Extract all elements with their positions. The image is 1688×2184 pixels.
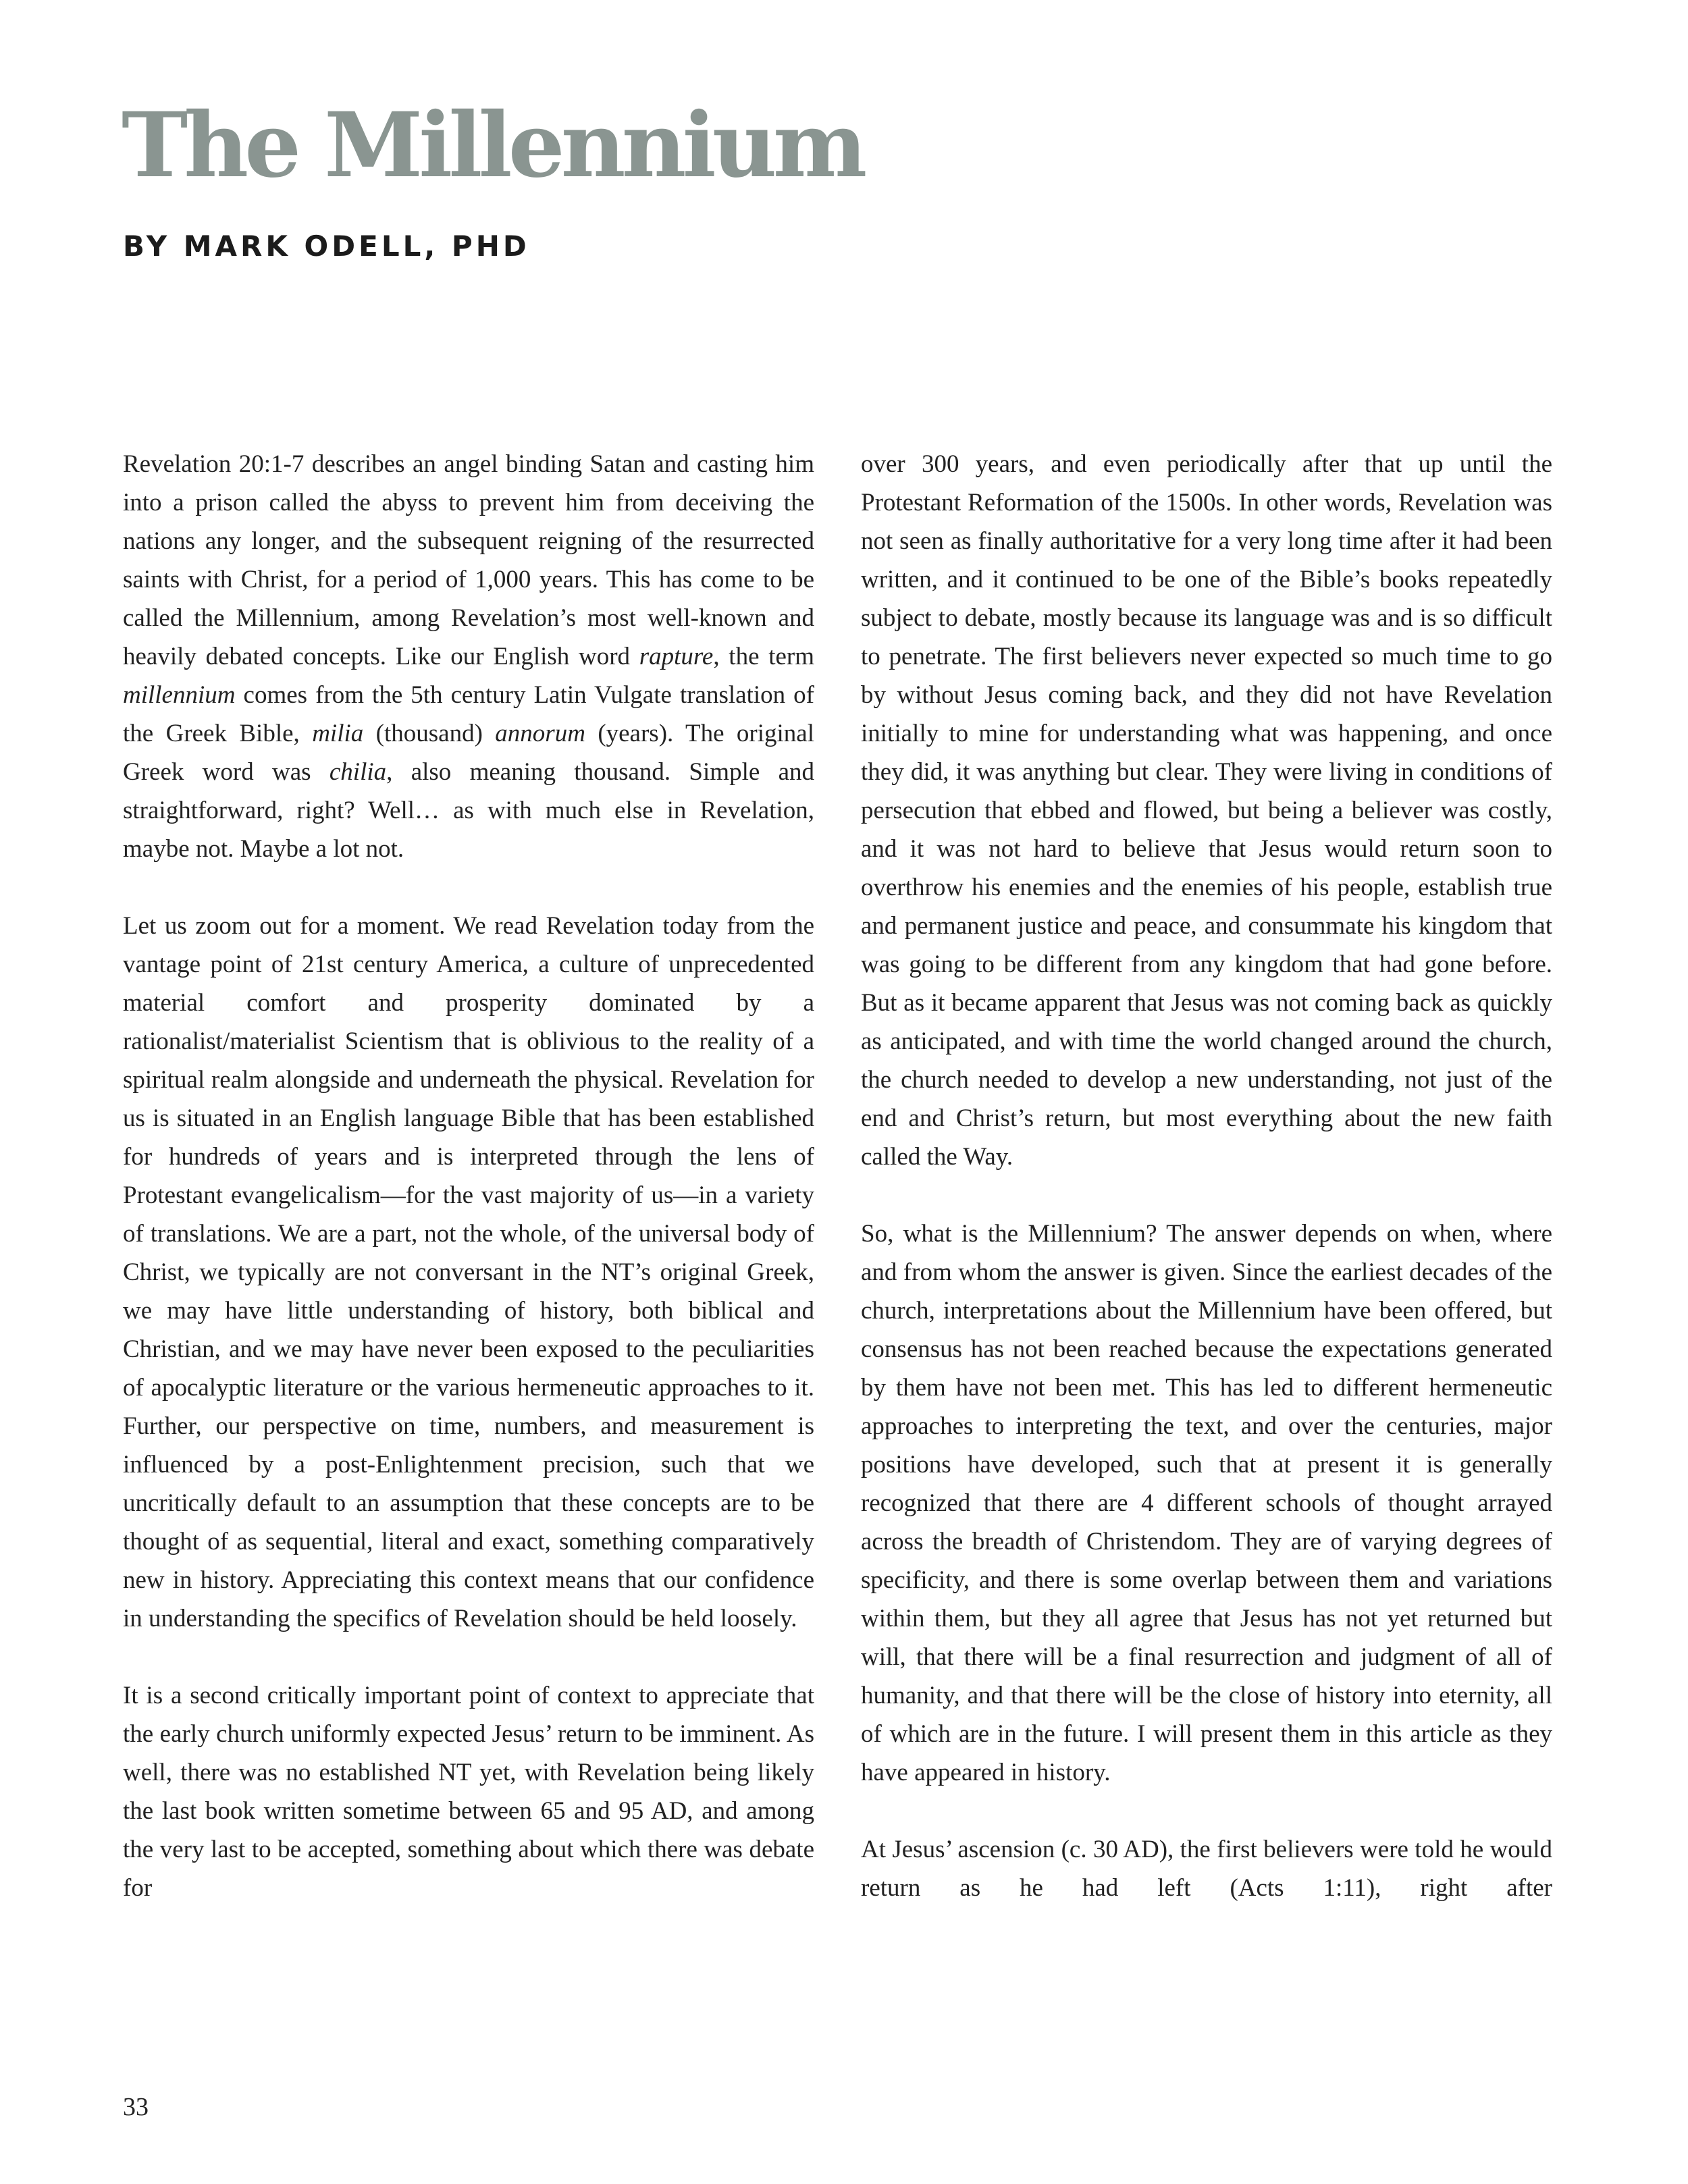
article-byline: BY MARK ODELL, PHD xyxy=(123,230,530,263)
term-rapture: rapture xyxy=(639,643,714,670)
article-title: The Millennium xyxy=(122,93,864,198)
term-millennium: millennium xyxy=(123,681,236,709)
paragraph-text: , the term xyxy=(713,643,814,670)
term-annorum: annorum xyxy=(495,720,585,747)
paragraph-text: Revelation 20:1-7 describes an angel binding Satan and casting him into a prison called the abyss to prevent him from deceiving the nations any longer, and the subsequent reigning of the resurrected saints with Christ, for a period of 1,000 years. This has come to be called the Millennium, among Revelation’s most well-known and heavily debated concepts. Like our English word xyxy=(123,450,814,670)
paragraph-text: , also meaning thousand. Simple and straightforward, right? Well… as with much else in Revelation, maybe not. Maybe a lot not. xyxy=(123,758,814,863)
term-chilia: chilia xyxy=(329,758,387,786)
paragraph-text: comes from the 5th century Latin Vulgate translation of the Greek Bible, xyxy=(123,681,814,747)
right-column xyxy=(861,445,1552,1907)
left-column xyxy=(123,445,814,1907)
paragraph-text: (years). The original Greek word was xyxy=(123,720,815,786)
paragraph-intro xyxy=(123,445,814,868)
term-milia: milia xyxy=(312,720,364,747)
paragraph-ascension: At Jesus’ ascension (c. 30 AD), the first believers were told he would return as he had left (Acts 1:11), right after xyxy=(861,1836,1552,1902)
paragraph-text: (thousand) xyxy=(363,720,496,747)
paragraph-what-is-millennium: So, what is the Millennium? The answer depends on when, where and from whom the answer is given. Since the earliest decades of the church, interpretations about the Millennium have been offered, but consensus has not been reached because the expectations generated by them have not been met. This has led to different hermeneutic approaches to interpreting the text, and over the centuries, major positions have developed, such that at present it is generally recognized that there are 4 different schools of thought arrayed across the breadth of Christendom. They are of varying degrees of specificity, and there is some overlap between them and variations within them, but they all agree that Jesus has not yet returned but will, that there will be a final resurrection and judgment of all of humanity, and that there will be the close of history into eternity, all of which are in the future. I will present them in this article as they have appeared in history. xyxy=(861,1220,1552,1786)
paragraph-context: Let us zoom out for a moment. We read Revelation today from the vantage point of 21st century America, a culture of unprecedented material comfort and prosperity dominated by a rationalist/materialist Scientism that is oblivious to the reality of a spiritual realm alongside and underneath the physical. Revelation for us is situated in an English language Bible that has been established for hundreds of years and is interpreted through the lens of Protestant evangelicalism—for the vast majority of us—in a variety of translations. We are a part, not the whole, of the universal body of Christ, we typically are not conversant in the NT’s original Greek, we may have little understanding of history, both biblical and Christian, and we may have never been exposed to the peculiarities of apocalyptic literature or the various hermeneutic approaches to it. Further, our perspective on time, numbers, and measurement is influenced by a post-Enlightenment precision, such that we uncritically default to an assumption that these concepts are to be thought of as sequential, literal and exact, something comparatively new in history. Appreciating this context means that our confidence in understanding the specifics of Revelation should be held loosely. xyxy=(123,912,814,1632)
paragraph-early-church: It is a second critically important point of context to appreciate that the early church uniformly expected Jesus’ return to be imminent. As well, there was no established NT yet, with Revelation being likely the last book written sometime between 65 and 95 AD, and among the very last to be accepted, something about which there was debate for xyxy=(123,1682,814,1902)
paragraph-canon-history: over 300 years, and even periodically after that up until the Protestant Reformation of the 1500s. In other words, Revelation was not seen as finally authoritative for a very long time after it had been written, and it continued to be one of the Bible’s books repeatedly subject to debate, mostly because its language was and is so difficult to penetrate. The first believers never expected so much time to go by without Jesus coming back, and they did not have Revelation initially to mine for understanding what was happening, and once they did, it was anything but clear. They were living in conditions of persecution that ebbed and flowed, but being a believer was costly, and it was not hard to believe that Jesus would return soon to overthrow his enemies and the enemies of his people, establish true and permanent justice and peace, and consummate his kingdom that was going to be different from any kingdom that had gone before. But as it became apparent that Jesus was not coming back as quickly as anticipated, and with time the world changed around the church, the church needed to develop a new understanding, not just of the end and Christ’s return, but most everything about the new faith called the Way. xyxy=(861,450,1552,1171)
page-number: 33 xyxy=(123,2093,149,2121)
